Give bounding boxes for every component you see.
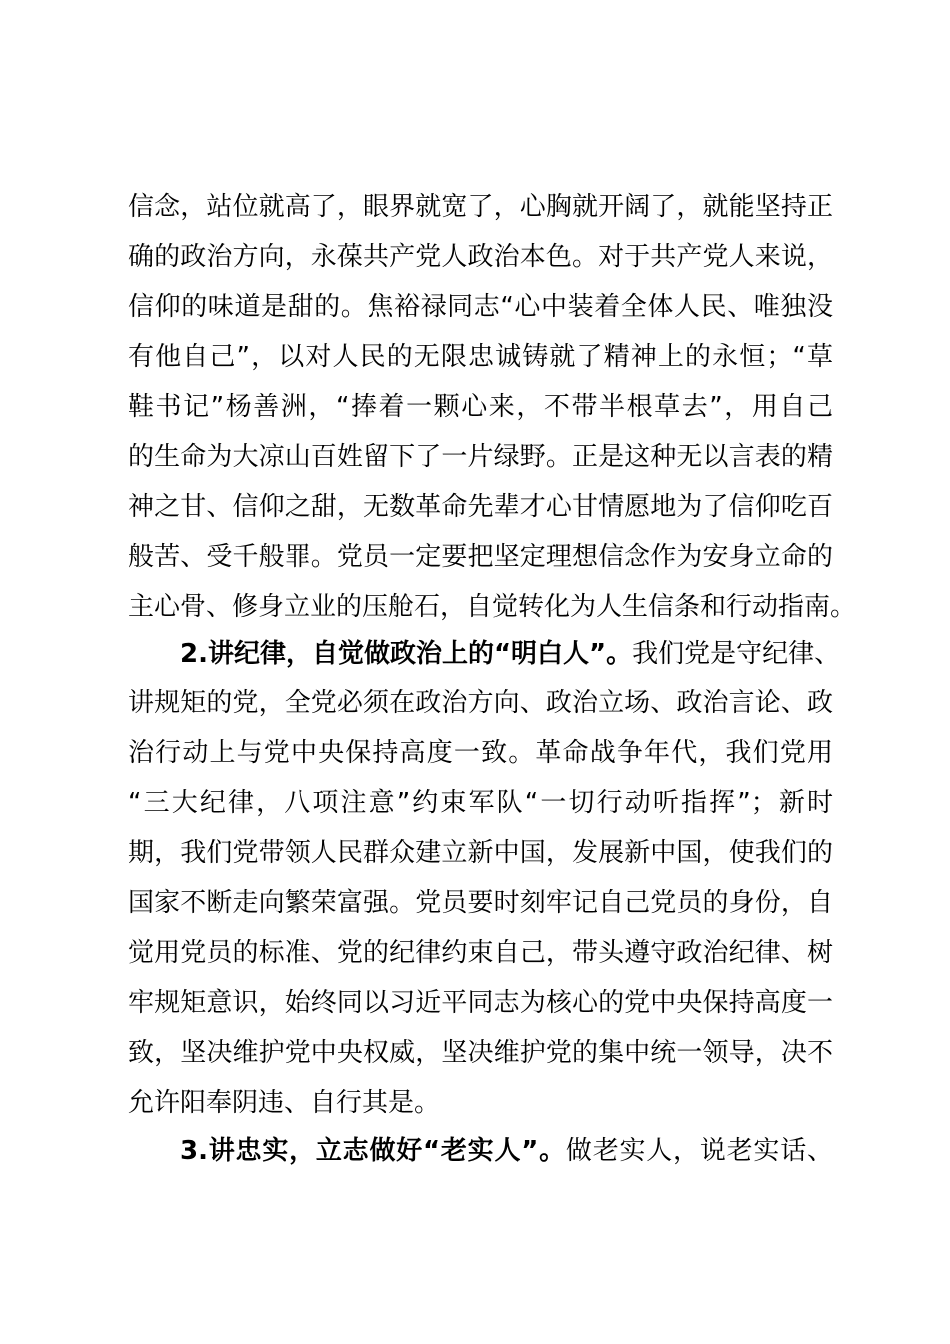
paragraph-line: 治行动上与党中央保持高度一致。革命战争年代，我们党用 — [128, 738, 833, 768]
paragraph-line: 信念，站位就高了，眼界就宽了，心胸就开阔了，就能坚持正 — [128, 192, 833, 222]
section-2-first-line-text: 我们党是守纪律、 — [632, 639, 841, 669]
paragraph-line: 期，我们党带领人民群众建立新中国，发展新中国，使我们的 — [128, 838, 833, 868]
paragraph-line: 的生命为大凉山百姓留下了一片绿野。正是这种无以言表的精 — [128, 442, 833, 472]
paragraph-line: 确的政治方向，永葆共产党人政治本色。对于共产党人来说， — [128, 242, 833, 272]
paragraph-line: 致，坚决维护党中央权威，坚决维护党的集中统一领导，决不 — [128, 1038, 833, 1068]
paragraph-line: 有他自己”，以对人民的无限忠诚铸就了精神上的永恒；“草 — [128, 342, 833, 372]
paragraph-line: 神之甘、信仰之甜，无数革命先辈才心甘情愿地为了信仰吃百 — [128, 492, 833, 522]
paragraph-line: 牢规矩意识，始终同以习近平同志为核心的党中央保持高度一 — [128, 988, 833, 1018]
paragraph-line: 国家不断走向繁荣富强。党员要时刻牢记自己党员的身份，自 — [128, 888, 833, 918]
section-3-first-line — [180, 1126, 833, 1176]
paragraph-line: “三大纪律，八项注意”约束军队“一切行动听指挥”；新时 — [128, 788, 833, 818]
section-2-first-line — [180, 629, 841, 679]
paragraph-line: 信仰的味道是甜的。焦裕禄同志“心中装着全体人民、唯独没 — [128, 292, 833, 322]
paragraph-line: 讲规矩的党，全党必须在政治方向、政治立场、政治言论、政 — [128, 688, 833, 718]
section-3-first-line-text: 做老实人，说老实话、 — [565, 1136, 833, 1166]
section-3-heading: 3.讲忠实，立志做好“老实人”。 — [180, 1136, 566, 1166]
section-2-heading: 2.讲纪律，自觉做政治上的“明白人”。 — [180, 639, 633, 669]
paragraph-line: 鞋书记”杨善洲，“捧着一颗心来，不带半根草去”，用自己 — [128, 392, 833, 422]
paragraph-line: 主心骨、修身立业的压舱石，自觉转化为人生信条和行动指南。 — [128, 592, 857, 622]
paragraph-line: 允许阳奉阴违、自行其是。 — [128, 1088, 441, 1118]
paragraph-line: 觉用党员的标准、党的纪律约束自己，带头遵守政治纪律、树 — [128, 938, 833, 968]
paragraph-line: 般苦、受千般罪。党员一定要把坚定理想信念作为安身立命的 — [128, 542, 833, 572]
